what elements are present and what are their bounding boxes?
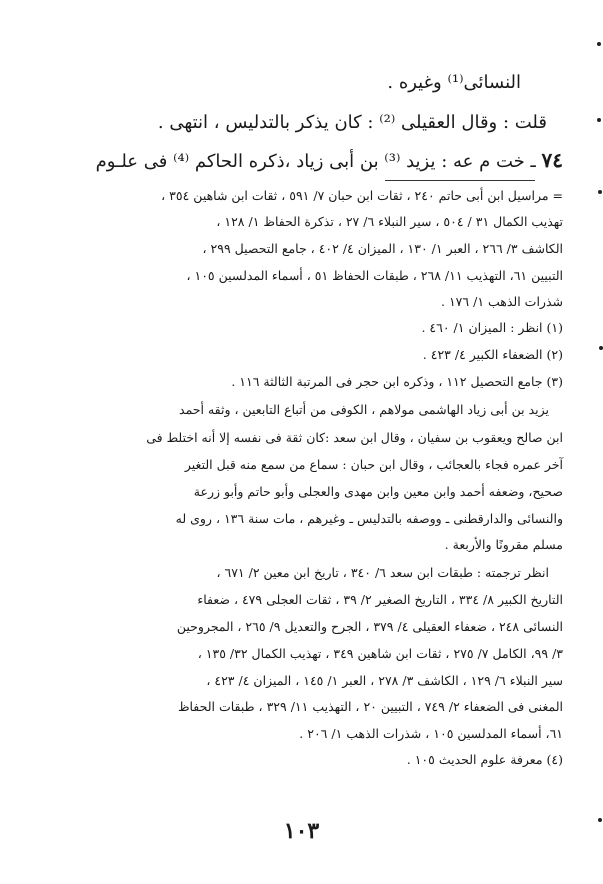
scan-speck <box>597 42 601 46</box>
footnote-line: مسلم مقرونًا والأربعة . <box>444 537 563 552</box>
footnote-3: (٣) جامع التحصيل ١١٢ ، وذكره ابن حجر فى المرتبة الثالثة ١١٦ . <box>231 374 563 389</box>
entry-number: ٧٤ <box>541 148 563 172</box>
footnote-line: = مراسيل ابن أبى حاتم ٢٤٠ ، ثقات ابن حبان ٧/ ٥٩١ ، ثقات ابن شاهين ٣٥٤ ، <box>161 188 563 203</box>
footnote-line: يزيد بن أبى زياد الهاشمى مولاهم ، الكوفى من أتباع التابعين ، وثقه أحمد <box>179 402 549 417</box>
scan-speck <box>598 818 602 822</box>
footnote-line: تهذيب الكمال ٣١ / ٥٠٤ ، سير النبلاء ٦/ ٢٧ ، تذكرة الحفاظ ١/ ١٢٨ ، <box>216 214 563 229</box>
footnote-line: التاريخ الكبير ٨/ ٣٣٤ ، التاريخ الصغير ٢/ ٣٩ ، ثقات العجلى ٤٧٩ ، ضعفاء <box>197 592 563 607</box>
footnote-line: التبيين ٦١، التهذيب ١١/ ٢٦٨ ، طبقات الحفاظ ٥١ ، أسماء المدلسين ١٠٥ ، <box>186 268 563 283</box>
scan-speck <box>598 190 602 194</box>
scan-speck <box>599 346 603 350</box>
footnote-1: (١) انظر : الميزان ١/ ٤٦٠ . <box>421 320 563 335</box>
entry-text: ـ خت م عه : يزيد ⁽³⁾ بن أبى زياد ،ذكره الحاكم ⁽⁴⁾ فى علـوم <box>95 151 536 172</box>
page-number: ١٠٣ <box>283 818 320 844</box>
scan-speck <box>597 118 601 122</box>
footnote-separator <box>385 180 535 181</box>
footnote-line: ابن صالح ويعقوب بن سفيان ، وقال ابن سعد :كان ثقة فى نفسه إلا أنه اختلط فى <box>146 430 563 445</box>
footnote-line: صحيح، وضعفه أحمد وابن معين وابن مهدى والعجلى وأبو حاتم وأبو زرعة <box>193 484 563 499</box>
body-line-2: قلت : وقال العقيلى ⁽²⁾ : كان يذكر بالتدليس ، انتهى . <box>157 112 547 133</box>
footnote-2: (٢) الضعفاء الكبير ٤/ ٤٢٣ . <box>422 347 563 362</box>
footnote-4: (٤) معرفة علوم الحديث ١٠٥ . <box>406 752 563 767</box>
footnote-line: النسائى ٢٤٨ ، ضعفاء العقيلى ٤/ ٣٧٩ ، الجرح والتعديل ٩/ ٢٦٥ ، المجروحين <box>176 619 563 634</box>
entry-74 <box>96 150 563 171</box>
footnote-line: المغنى فى الضعفاء ٢/ ٧٤٩ ، التبيين ٢٠ ، التهذيب ١١/ ٣٢٩ ، طبقات الحفاظ <box>177 699 563 714</box>
footnote-line: ٣/ ٩٩، الكامل ٧/ ٢٧٥ ، ثقات ابن شاهين ٣٤٩ ، تهذيب الكمال ٣٢/ ١٣٥ ، <box>197 646 563 661</box>
footnote-line: والنسائى والدارقطنى ـ ووصفه بالتدليس ـ وغيرهم ، مات سنة ١٣٦ ، روى له <box>175 511 563 526</box>
body-line-1: النسائى⁽¹⁾ وغيره . <box>387 72 521 93</box>
footnote-line: انظر ترجمته : طبقات ابن سعد ٦/ ٣٤٠ ، تاريخ ابن معين ٢/ ٦٧١ ، <box>216 565 549 580</box>
footnote-line: شذرات الذهب ١/ ١٧٦ . <box>441 294 563 309</box>
footnote-line: ٦١، أسماء المدلسين ١٠٥ ، شذرات الذهب ١/ ٢٠٦ . <box>299 726 563 741</box>
footnote-line: الكاشف ٣/ ٢٦٦ ، العبر ١/ ١٣٠ ، الميزان ٤/ ٤٠٢ ، جامع التحصيل ٢٩٩ ، <box>202 241 563 256</box>
footnote-line: آخر عمره فجاء بالعجائب ، وقال ابن حبان : سماع من سمع منه قبل التغير <box>184 457 563 472</box>
footnote-line: سير النبلاء ٦/ ١٢٩ ، الكاشف ٣/ ٢٧٨ ، العبر ١/ ١٤٥ ، الميزان ٤/ ٤٢٣ ، <box>206 673 563 688</box>
